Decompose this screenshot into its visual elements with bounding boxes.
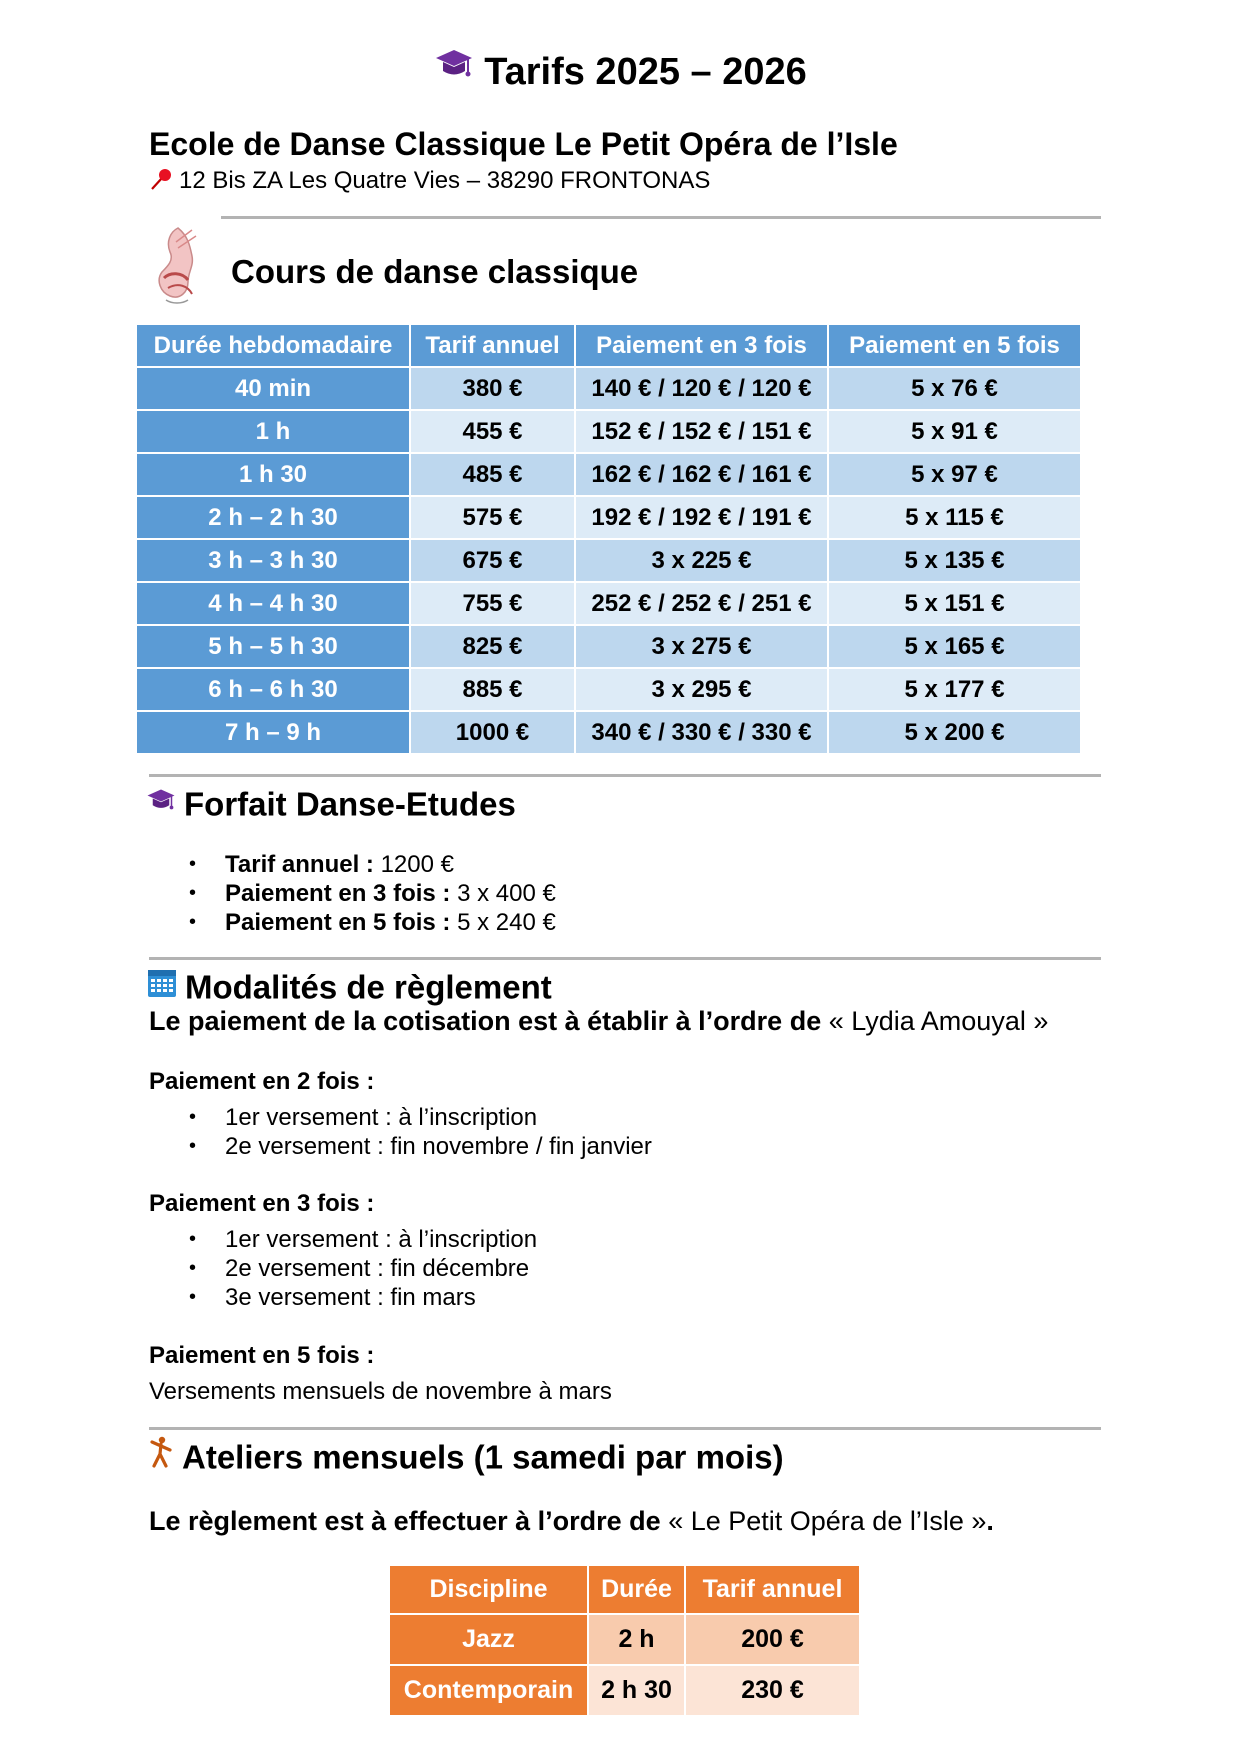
table-cell: 575 € <box>410 496 575 539</box>
forfait-list <box>149 850 556 937</box>
list-item: • 3e versement : fin mars <box>149 1283 537 1312</box>
column-header: Paiement en 5 fois <box>828 324 1080 367</box>
item-label: Tarif annuel : <box>225 851 374 878</box>
table-row <box>137 410 1080 453</box>
table-row <box>137 496 1080 539</box>
table-cell: 230 € <box>685 1665 859 1715</box>
table-cell: 755 € <box>410 582 575 625</box>
row-header: 5 h – 5 h 30 <box>137 625 410 668</box>
column-header: Durée <box>588 1565 685 1614</box>
table-cell: 5 x 151 € <box>828 582 1080 625</box>
row-header: 1 h <box>137 410 410 453</box>
calendar-icon <box>147 966 177 1008</box>
table-cell: 2 h 30 <box>588 1665 685 1715</box>
table-row <box>137 582 1080 625</box>
table-row <box>137 668 1080 711</box>
section-title-text: Modalités de règlement <box>185 968 552 1006</box>
row-header: Contemporain <box>390 1665 588 1715</box>
table-cell: 675 € <box>410 539 575 582</box>
table-cell: 5 x 177 € <box>828 668 1080 711</box>
column-header: Paiement en 3 fois <box>575 324 828 367</box>
paiement-5-text: Versements mensuels de novembre à mars <box>149 1378 612 1405</box>
table-cell: 5 x 91 € <box>828 410 1080 453</box>
list-item <box>149 908 556 937</box>
table-cell: 200 € <box>685 1614 859 1665</box>
column-header: Durée hebdomadaire <box>137 324 410 367</box>
paiement-3-list <box>149 1225 537 1312</box>
intro-bold: Le paiement de la cotisation est à établir à l’ordre de <box>149 1006 822 1036</box>
row-header: 3 h – 3 h 30 <box>137 539 410 582</box>
table-cell: 5 x 135 € <box>828 539 1080 582</box>
table-row <box>137 453 1080 496</box>
list-item: • 2e versement : fin décembre <box>149 1254 537 1283</box>
graduation-cap-icon <box>434 42 474 102</box>
table-cell: 140 € / 120 € / 120 € <box>575 367 828 410</box>
paiement-2-list <box>149 1103 652 1161</box>
table-row <box>390 1614 859 1665</box>
graduation-cap-icon <box>146 783 176 825</box>
list-item: • 2e versement : fin novembre / fin janvier <box>149 1132 652 1161</box>
table-cell: 1000 € <box>410 711 575 753</box>
list-item <box>149 879 556 908</box>
paiement-5-title: Paiement en 5 fois : <box>149 1342 375 1369</box>
section-title-modalites <box>147 964 552 1008</box>
table-cell: 5 x 76 € <box>828 367 1080 410</box>
intro-end: . <box>986 1506 994 1536</box>
item-label: Paiement en 5 fois : <box>225 909 451 936</box>
column-header: Tarif annuel <box>685 1565 859 1614</box>
section-title-forfait <box>146 781 516 825</box>
intro-payee: « Le Petit Opéra de l’Isle » <box>660 1506 987 1536</box>
column-header: Tarif annuel <box>410 324 575 367</box>
item-value: 1200 € <box>373 851 454 878</box>
table-cell: 340 € / 330 € / 330 € <box>575 711 828 753</box>
list-item: • 1er versement : à l’inscription <box>149 1225 537 1254</box>
list-item <box>149 850 556 879</box>
row-header: 40 min <box>137 367 410 410</box>
table-cell: 3 x 295 € <box>575 668 828 711</box>
address-text: 12 Bis ZA Les Quatre Vies – 38290 FRONTONAS <box>179 167 711 194</box>
table-cell: 485 € <box>410 453 575 496</box>
row-header: Jazz <box>390 1614 588 1665</box>
table-cell: 380 € <box>410 367 575 410</box>
column-header: Discipline <box>390 1565 588 1614</box>
table-cell: 5 x 165 € <box>828 625 1080 668</box>
pushpin-icon <box>149 167 173 191</box>
divider <box>149 774 1101 777</box>
row-header: 2 h – 2 h 30 <box>137 496 410 539</box>
table-cell: 455 € <box>410 410 575 453</box>
item-label: Paiement en 3 fois : <box>225 880 451 907</box>
tarif-table <box>137 323 1080 753</box>
page-title <box>0 40 1241 102</box>
table-cell: 3 x 225 € <box>575 539 828 582</box>
table-row <box>137 625 1080 668</box>
ballet-shoes-illustration <box>148 222 208 313</box>
address-line <box>149 166 710 196</box>
table-cell: 252 € / 252 € / 251 € <box>575 582 828 625</box>
table-cell: 825 € <box>410 625 575 668</box>
table-row <box>137 539 1080 582</box>
ateliers-intro <box>149 1504 994 1538</box>
row-header: 6 h – 6 h 30 <box>137 668 410 711</box>
row-header: 4 h – 4 h 30 <box>137 582 410 625</box>
section-title-text: Forfait Danse-Etudes <box>184 785 516 823</box>
table-cell: 152 € / 152 € / 151 € <box>575 410 828 453</box>
divider <box>221 216 1101 219</box>
intro-payee: « Lydia Amouyal » <box>821 1006 1049 1036</box>
divider <box>149 957 1101 960</box>
table-cell: 3 x 275 € <box>575 625 828 668</box>
table-cell: 162 € / 162 € / 161 € <box>575 453 828 496</box>
dancer-icon <box>148 1436 174 1478</box>
row-header: 1 h 30 <box>137 453 410 496</box>
item-value: 5 x 240 € <box>450 909 556 936</box>
divider <box>149 1427 1101 1430</box>
modalites-intro <box>149 1004 1048 1038</box>
item-value: 3 x 400 € <box>450 880 556 907</box>
table-header-row <box>390 1565 859 1614</box>
table-row <box>137 711 1080 753</box>
intro-bold: Le règlement est à effectuer à l’ordre de <box>149 1506 661 1536</box>
title-text: Tarifs 2025 – 2026 <box>484 50 807 93</box>
table-cell: 2 h <box>588 1614 685 1665</box>
table-cell: 5 x 115 € <box>828 496 1080 539</box>
section-title-cours: Cours de danse classique <box>231 253 639 290</box>
table-header-row <box>137 324 1080 367</box>
table-row <box>137 367 1080 410</box>
table-cell: 5 x 97 € <box>828 453 1080 496</box>
section-title-ateliers <box>148 1434 784 1478</box>
paiement-3-title: Paiement en 3 fois : <box>149 1190 375 1217</box>
list-item: • 1er versement : à l’inscription <box>149 1103 652 1132</box>
section-title-text: Ateliers mensuels (1 samedi par mois) <box>182 1438 784 1476</box>
paiement-2-title: Paiement en 2 fois : <box>149 1068 375 1095</box>
table-cell: 5 x 200 € <box>828 711 1080 753</box>
table-cell: 885 € <box>410 668 575 711</box>
table-cell: 192 € / 192 € / 191 € <box>575 496 828 539</box>
school-name: Ecole de Danse Classique Le Petit Opéra de l’Isle <box>149 126 898 162</box>
table-row <box>390 1665 859 1715</box>
ateliers-table <box>390 1564 859 1715</box>
row-header: 7 h – 9 h <box>137 711 410 753</box>
